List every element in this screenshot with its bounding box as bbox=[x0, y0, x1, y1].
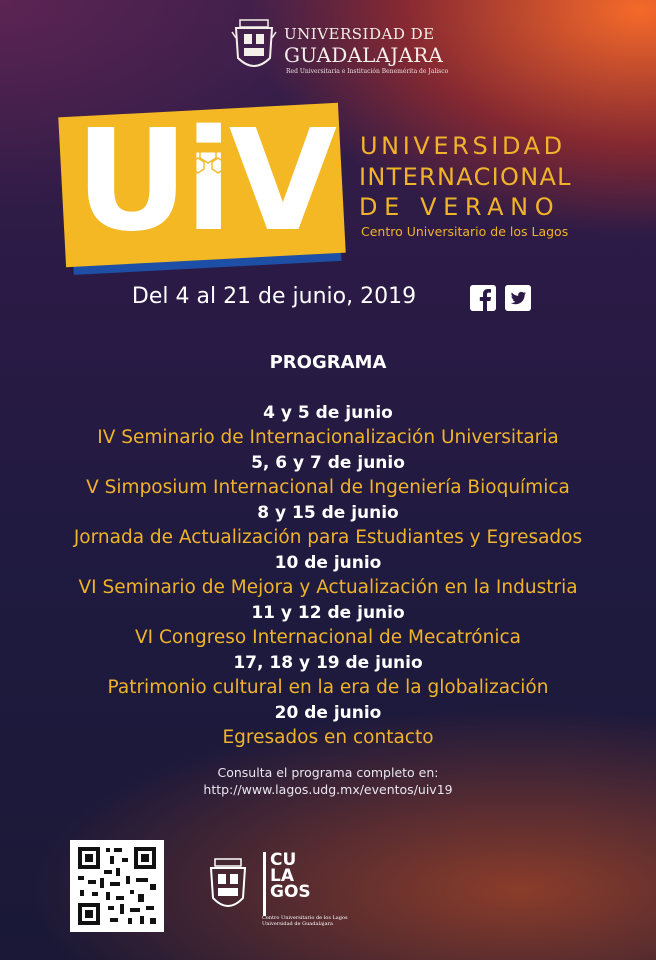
program-item-date: 4 y 5 de junio bbox=[263, 403, 393, 423]
facebook-icon[interactable] bbox=[470, 285, 496, 311]
event-dates: Del 4 al 21 de junio, 2019 bbox=[131, 284, 417, 309]
logo-acronym: UiV bbox=[75, 100, 334, 263]
qr-code-icon bbox=[70, 840, 164, 932]
program-item bbox=[0, 651, 656, 701]
university-seal-icon bbox=[230, 18, 278, 76]
program-item-date: 10 de junio bbox=[274, 553, 382, 573]
consulta-text: Consulta el programa completo en: bbox=[217, 765, 439, 780]
program-item-title: VI Seminario de Mejora y Actualización en la Industria bbox=[78, 577, 578, 598]
twitter-icon[interactable] bbox=[505, 285, 531, 311]
program-item-date: 5, 6 y 7 de junio bbox=[251, 453, 405, 473]
university-name-line2: GUADALAJARA bbox=[284, 43, 444, 67]
program-item bbox=[0, 451, 656, 501]
logo-line-internacional: INTERNACIONAL bbox=[359, 163, 572, 191]
logo-campus: Centro Universitario de los Lagos bbox=[361, 224, 569, 239]
program-item-title: Jornada de Actualización para Estudiantes y Egresados bbox=[73, 527, 583, 548]
program-item bbox=[0, 551, 656, 601]
program-item bbox=[0, 401, 656, 451]
consulta-url-link[interactable]: http://www.lagos.udg.mx/eventos/uiv19 bbox=[203, 782, 453, 797]
culagos-subtitle bbox=[262, 915, 348, 927]
logo-line-universidad: UNIVERSIDAD bbox=[360, 132, 566, 160]
culagos-line: CU bbox=[270, 850, 297, 870]
program-item-title: V Simposium Internacional de Ingeniería Bioquímica bbox=[86, 477, 570, 498]
consulta-block bbox=[0, 764, 656, 798]
program-item-date: 11 y 12 de junio bbox=[251, 603, 405, 623]
university-header bbox=[230, 18, 449, 80]
university-name-line1: UNIVERSIDAD DE bbox=[284, 25, 435, 43]
program-list bbox=[0, 401, 656, 751]
program-item bbox=[0, 601, 656, 651]
hexagon-pattern-icon bbox=[188, 140, 228, 180]
university-tagline: Red Universitaria e Institución Benemérita de Jalisco bbox=[286, 68, 449, 75]
culagos-subtitle-line2: Universidad de Guadalajara bbox=[262, 921, 333, 927]
culagos-line: LA bbox=[270, 866, 294, 886]
culagos-logo bbox=[270, 852, 311, 900]
programa-heading: PROGRAMA bbox=[269, 352, 387, 373]
program-item-title: VI Congreso Internacional de Mecatrónica bbox=[135, 627, 521, 648]
culagos-subtitle-line1: Centro Universitario de los Lagos bbox=[262, 915, 348, 921]
program-item-date: 20 de junio bbox=[274, 703, 382, 723]
university-seal-icon bbox=[206, 856, 250, 916]
program-item-title: Patrimonio cultural en la era de la globalización bbox=[107, 677, 549, 698]
program-item-date: 17, 18 y 19 de junio bbox=[233, 653, 423, 673]
program-item-title: IV Seminario de Internacionalización Universitaria bbox=[97, 427, 559, 448]
program-item bbox=[0, 501, 656, 551]
program-item bbox=[0, 701, 656, 751]
logo-line-de-verano: DE VERANO bbox=[359, 193, 561, 221]
program-item-title: Egresados en contacto bbox=[222, 727, 434, 748]
program-item-date: 8 y 15 de junio bbox=[257, 503, 399, 523]
culagos-line: GOS bbox=[270, 882, 311, 902]
logo-divider bbox=[263, 852, 266, 916]
